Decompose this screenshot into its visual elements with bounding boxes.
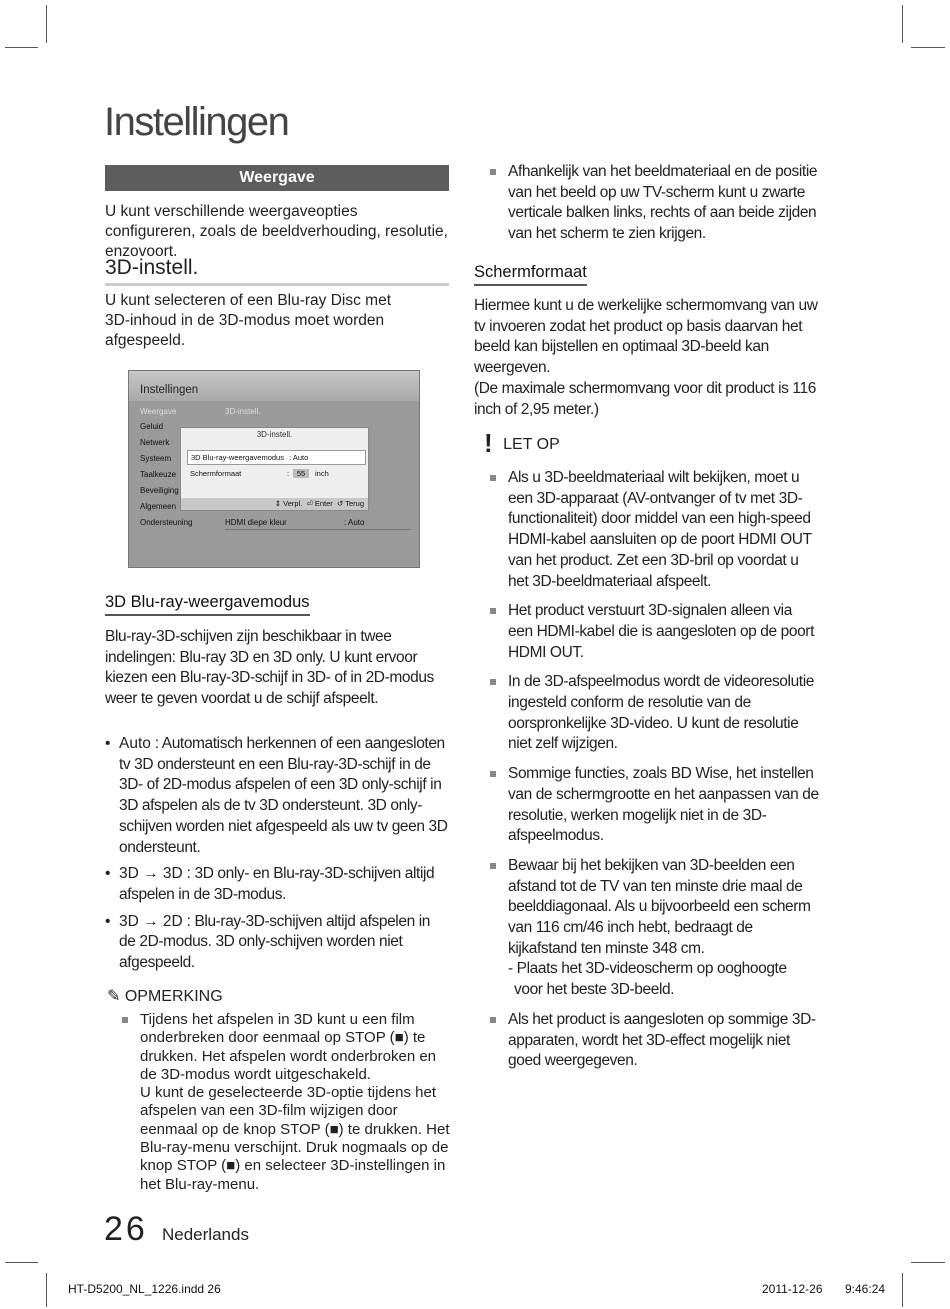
updown-icon: ⇕: [274, 499, 284, 508]
menu-item: Netwerk: [140, 438, 170, 447]
list-item: Sommige functies, zoals BD Wise, het instellen van de schermgrootte en het aanpassen van de resolutie, werken mogelijk niet in de 3D-afspeelmodus.: [474, 764, 819, 847]
menu-item: Taalkeuze: [140, 470, 177, 479]
heading-divider: [105, 283, 449, 286]
page-number: 26: [104, 1210, 148, 1248]
screenshot-title: Instellingen: [140, 384, 199, 396]
list-item: Bewaar bij het bekijken van 3D-beelden een afstand tot de TV van ten minste drie maal de beelddiagonaal. Als u bijvoorbeeld een scherm van 116 cm/46 inch hebt, bedraagt de kijkafstand ten minste 348 cm. - Plaats het 3D-videoscherm op ooghoogte voor het beste 3D-beeld.: [474, 856, 819, 1001]
section-bar: Weergave: [105, 165, 449, 191]
menu-item: Algemeen: [140, 502, 177, 511]
crop-mark: [5, 1262, 38, 1263]
language-label: Nederlands: [162, 1225, 249, 1244]
return-icon: ↺: [334, 499, 346, 508]
menu-item: Geluid: [140, 422, 164, 431]
note-body: Tijdens het afspelen in 3D kunt u een film onderbreken door eenmaal op STOP (■) te drukken. Het afspelen wordt onderbroken en de 3D-modus wordt uitgeschakeld. U kunt de geselecteerde 3D-optie tijdens het afspelen van een 3D-film wijzigen door eenmaal op de knop STOP (■) te drukken. Het Blu-ray-menu verschijnt. Druk nogmaals op de knop STOP (■) en selecteer 3D-instellingen in het Blu-ray-menu.: [105, 1011, 450, 1194]
crop-mark: [902, 5, 903, 43]
row-value: : Auto: [289, 453, 309, 462]
menu-value: 3D-instell.: [225, 407, 261, 416]
slug-time: 9:46:24: [845, 1282, 886, 1296]
top-note: [474, 162, 819, 254]
bullet-square: [490, 1017, 496, 1023]
menu-item: Ondersteuning: [140, 518, 193, 527]
note-heading: ✎ OPMERKING: [107, 988, 223, 1005]
popup-row-screensize: [187, 467, 364, 480]
list-item: • 3D → 2D : Blu-ray-3D-schijven altijd afspelen in de 2D-modus. 3D only-schijven worden niet afgespeeld.: [105, 912, 450, 974]
menu-value: HDMI diepe kleur: [225, 518, 287, 527]
list-item: Als het product is aangesloten op sommige 3D-apparaten, wordt het 3D-effect mogelijk niet goed weergegeven.: [474, 1010, 819, 1072]
list-item: Als u 3D-beeldmateriaal wilt bekijken, moet u een 3D-apparaat (AV-ontvanger of tv met 3D-functionaliteit) door middel van een high-speed HDMI-kabel aansluiten op de poort HDMI OUT van het product. Zet een 3D-bril op voordat u het 3D-beeldmateriaal afspeelt.: [474, 468, 819, 592]
slug-date: 2011-12-26: [762, 1282, 823, 1296]
crop-mark: [902, 1273, 903, 1307]
popup-footer: [181, 498, 368, 510]
menu-divider: [225, 529, 411, 530]
list-item: • Auto : Automatisch herkennen of een aangesloten tv 3D ondersteunt en een Blu-ray-3D-schijf in de 3D- of 2D-modus afspelen of een 3D only-schijf in 3D afspelen als de tv 3D ondersteunt. 3D only-schijven worden niet afgespeeld als uw tv geen 3D ondersteunt.: [105, 734, 450, 858]
crop-mark: [911, 1262, 945, 1263]
list-item: Afhankelijk van het beeldmateriaal en de positie van het beeld op uw TV-scherm kunt u zwarte verticale balken links, rechts of aan beide zijden van het scherm te zien krijgen.: [474, 162, 819, 245]
bullet-square: [490, 475, 496, 481]
menu-value: : Auto: [344, 518, 365, 527]
section-heading: 3D-instell.: [105, 256, 199, 279]
enter-icon: ⏎: [304, 499, 315, 508]
subsection-text: Blu-ray-3D-schijven zijn beschikbaar in twee indelingen: Blu-ray 3D en 3D only. U kunt ervoor kiezen een Blu-ray-3D-schijf in 3D- of in 2D-modus weer te geven voordat u de schijf afspeelt.: [105, 628, 434, 708]
row-unit: inch: [315, 469, 329, 478]
subsection-heading: 3D Blu-ray-weergavemodus: [105, 593, 310, 616]
crop-mark: [5, 47, 38, 48]
bullet-square: [122, 1017, 128, 1023]
row-label: Schermformaat: [190, 469, 242, 478]
bullet-square: [490, 863, 496, 869]
pencil-icon: ✎: [107, 988, 121, 1005]
file-slug: HT-D5200_NL_1226.indd 26: [68, 1282, 221, 1296]
list-item: Het product verstuurt 3D-signalen alleen via een HDMI-kabel die is aangesloten op de poort HDMI OUT.: [474, 601, 819, 663]
bullet-square: [490, 771, 496, 777]
list-item: In de 3D-afspeelmodus wordt de videoresolutie ingesteld conform de resolutie van de oorspronkelijke 3D-video. U kunt de resolutie niet zelf wijzigen.: [474, 672, 819, 755]
list-item: • 3D → 3D : 3D only- en Blu-ray-3D-schijven altijd afspelen in de 3D-modus.: [105, 864, 450, 905]
row-label: 3D Blu-ray-weergavemodus: [191, 453, 284, 462]
intro-text: U kunt verschillende weergaveopties configureren, zoals de beeldverhouding, resolutie, enzovoort.: [105, 203, 448, 260]
exclamation-icon: !: [484, 428, 493, 458]
foot-enter: Enter: [314, 499, 333, 508]
menu-item: Systeem: [140, 454, 172, 463]
screensize-text: Hiermee kunt u de werkelijke schermomvang van uw tv invoeren zodat het product op basis daarvan het beeld kan bijstellen en optimaal 3D-beeld kan weergeven. (De maximale schermomvang voor dit product is 116 inch of 2,95 meter.): [474, 297, 818, 418]
bullet-square: [490, 169, 496, 175]
popup-title: 3D-instell.: [256, 430, 293, 439]
settings-screenshot: [128, 370, 420, 568]
foot-back: Terug: [345, 499, 364, 508]
crop-mark: [46, 1273, 47, 1307]
menu-item: Beveiliging: [140, 486, 179, 495]
caution-list: [474, 468, 819, 1081]
caution-heading: ! LET OP: [484, 428, 560, 458]
subsection-heading: Schermformaat: [474, 263, 587, 286]
bullet-square: [490, 608, 496, 614]
popup-row-3d-mode: [187, 450, 366, 465]
mode-list: [105, 734, 450, 980]
page-title: Instellingen: [104, 100, 289, 144]
crop-mark: [46, 5, 47, 43]
crop-mark: [911, 47, 945, 48]
foot-move: Verpl.: [283, 499, 303, 508]
section-text: U kunt selecteren of een Blu-ray Disc met 3D-inhoud in de 3D-modus moet worden afgespeeld.: [105, 292, 392, 349]
bullet-square: [490, 679, 496, 685]
popup-3d-settings: [180, 427, 369, 511]
row-sep: :: [287, 469, 290, 478]
screensize-value: 55: [293, 469, 309, 478]
menu-item: Weergave: [140, 407, 177, 416]
sub-item: - Plaats het 3D-videoscherm op ooghoogte voor het beste 3D-beeld.: [508, 960, 787, 999]
